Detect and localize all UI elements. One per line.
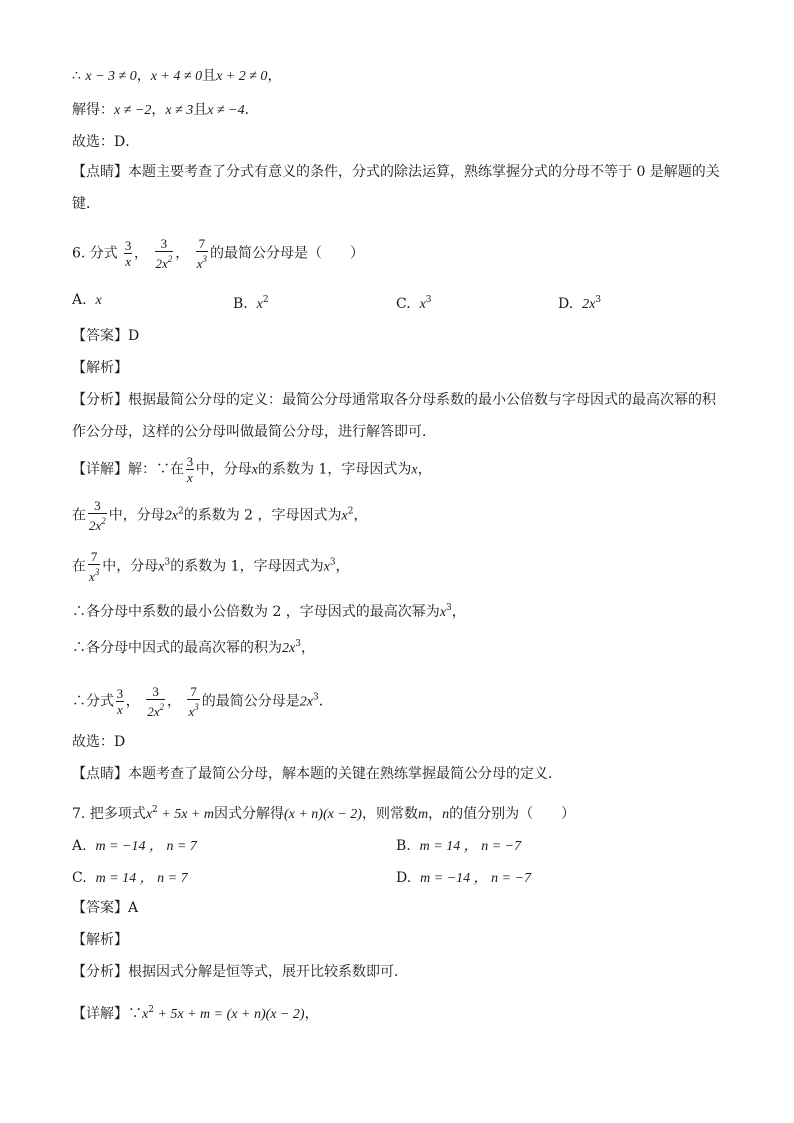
text: 解得： <box>72 102 114 118</box>
exponent: 3 <box>329 557 336 568</box>
numerator: 7 <box>198 236 206 251</box>
option-value: m = 14 ， n = −7 <box>419 839 522 854</box>
punct: ， <box>417 461 432 478</box>
math-expr: x + 4 ≠ 0 <box>150 69 203 84</box>
numerator: 7 <box>190 684 197 699</box>
punct: ， <box>167 693 182 710</box>
text: 的最简公分母是（ ） <box>210 245 365 262</box>
detail-7 <box>72 1000 319 1025</box>
text: 中，分母 <box>195 461 252 478</box>
math-expr: x <box>251 462 258 478</box>
detail-6-line4 <box>72 598 466 623</box>
fraction <box>88 498 107 533</box>
text: 在 <box>72 507 86 524</box>
option-b <box>233 290 269 315</box>
numerator: 3 <box>160 236 168 251</box>
denominator <box>146 699 165 719</box>
text: 的系数为 1，字母因式为 <box>170 558 324 575</box>
math-expr: x ≠ −4 <box>207 103 245 118</box>
text: 【详解】∵ <box>72 1006 142 1022</box>
text: 的系数为 1，字母因式为 <box>258 461 412 478</box>
exponent: 2 <box>159 702 165 712</box>
text: 在 <box>72 558 86 575</box>
detail-6-line1 <box>72 454 432 485</box>
math-expr: 2x <box>164 508 178 524</box>
option-a <box>72 290 102 311</box>
numerator: 7 <box>90 549 98 564</box>
comment-line: 【点睛】本题主要考查了分式有意义的条件，分式的除法运算，熟练掌握分式的分母不等于 0 是解题的关 <box>72 164 720 180</box>
option-label: B. <box>233 296 248 312</box>
option-d <box>558 290 601 315</box>
option-value: m = 14 ， n = 7 <box>95 871 188 886</box>
math-expr: (x + n)(x − 2) <box>283 807 362 822</box>
den-text: 2x <box>89 518 102 533</box>
analysis-6-line1: 【分析】根据最简公分母的定义：最简公分母通常取各分母系数的最小公倍数与字母因式的最高次幂的积 <box>72 392 716 408</box>
math-expr: x <box>142 1007 149 1022</box>
q7-option-a <box>72 836 197 857</box>
math-expr: x ≠ −2 <box>114 103 152 118</box>
analysis-6-line2: 作公分母，这样的公分母叫做最简公分母，进行解答即可． <box>72 424 436 440</box>
punct: ， <box>175 245 190 262</box>
fraction <box>88 549 100 584</box>
q7-option-c <box>72 868 188 889</box>
punct: ． <box>318 693 333 710</box>
text: 的最简公分母是 <box>201 693 300 710</box>
fraction <box>155 236 174 271</box>
fraction <box>196 236 208 271</box>
den-text: x <box>196 256 203 271</box>
detail-6-line2 <box>72 498 368 533</box>
detail-6-line3 <box>72 549 350 584</box>
exponent: 2 <box>167 254 173 264</box>
option-value: m = −14 ， n = −7 <box>420 871 531 886</box>
den-text: 2x <box>155 256 168 271</box>
exponent: 3 <box>446 603 452 613</box>
math-expr: m <box>417 807 429 822</box>
q7-option-b <box>396 836 521 857</box>
option-label: B. <box>396 838 411 854</box>
exponent: 3 <box>164 557 171 568</box>
denominator <box>88 513 107 533</box>
text: 中，分母 <box>108 507 165 524</box>
therefore-symbol: ∴ <box>72 68 86 84</box>
line-condition <box>72 66 281 87</box>
comment-6: 【点睛】本题考查了最简公分母，解本题的关键在熟练掌握最简公分母的定义． <box>72 766 562 782</box>
exponent: 2 <box>152 805 158 815</box>
math-expr: x <box>439 605 447 620</box>
answer-7: 【答案】A <box>72 900 139 916</box>
exponent: 3 <box>312 692 319 703</box>
punct: ， <box>134 245 149 262</box>
punct: ， <box>267 68 282 84</box>
option-label: C. <box>72 870 87 886</box>
numerator: 3 <box>124 238 132 253</box>
punct: ， <box>136 68 151 84</box>
line-solution <box>72 100 259 121</box>
option-label: C. <box>396 296 411 312</box>
option-value: m = −14 ， n = 7 <box>95 839 197 854</box>
text: 【详解】解：∵在 <box>72 461 184 478</box>
numerator: 3 <box>186 454 194 469</box>
analysis-head-6: 【解析】 <box>72 360 128 376</box>
exponent: 2 <box>178 506 184 517</box>
punct: ． <box>244 102 259 118</box>
denominator <box>187 699 199 719</box>
denominator: x <box>117 702 123 717</box>
numerator: 3 <box>116 686 124 701</box>
text: ∴各分母中因式的最高次幂的积为 <box>72 640 282 656</box>
exponent: 2 <box>262 295 269 305</box>
option-label: A. <box>72 838 87 854</box>
text: ∴分式 <box>72 693 114 710</box>
option-label: D. <box>396 870 412 886</box>
math-expr: x ≠ 3 <box>165 103 194 118</box>
exponent: 3 <box>595 295 602 305</box>
comment-line-cont: 键． <box>72 196 100 212</box>
denominator <box>155 251 174 271</box>
detail-6-line6 <box>72 684 333 719</box>
option-value: 2x <box>582 297 596 312</box>
text: ，则常数 <box>361 806 418 822</box>
exponent: 2 <box>347 506 354 517</box>
math-expr: x <box>323 559 330 575</box>
math-expr: n <box>442 807 450 822</box>
option-value: x <box>95 293 102 308</box>
numerator: 3 <box>94 498 101 513</box>
numerator: 3 <box>152 684 159 699</box>
den-text: x <box>188 704 195 719</box>
math-expr: + 5x + m = (x + n)(x − 2) <box>153 1007 305 1022</box>
exponent: 3 <box>94 567 100 577</box>
option-label: A. <box>72 292 87 308</box>
text: 且 <box>193 102 208 118</box>
exponent: 3 <box>295 639 301 649</box>
text: 的系数为 2 ，字母因式为 <box>183 507 342 524</box>
choose-line: 故选：D． <box>72 134 140 150</box>
text: 中，分母 <box>102 558 159 575</box>
exponent: 3 <box>425 295 432 305</box>
question-number: 6. 分式 <box>72 245 118 262</box>
punct: ， <box>353 507 368 524</box>
punct: ， <box>125 693 140 710</box>
detail-6-line5 <box>72 634 315 659</box>
math-expr: 2x <box>299 694 313 710</box>
punct: ， <box>304 1006 319 1022</box>
denominator: x <box>187 470 193 485</box>
question-6-stem <box>72 236 364 271</box>
choose-6: 故选：D <box>72 734 126 750</box>
option-value: x <box>256 297 263 312</box>
math-expr: x − 3 ≠ 0 <box>85 69 137 84</box>
answer-6: 【答案】D <box>72 328 140 344</box>
analysis-7: 【分析】根据因式分解是恒等式，展开比较系数即可． <box>72 964 408 980</box>
question-number: 7. 把多项式 <box>72 806 146 822</box>
option-label: D. <box>558 296 574 312</box>
math-expr: x <box>341 508 348 524</box>
punct: ， <box>335 558 350 575</box>
question-7-stem <box>72 800 575 825</box>
fraction <box>186 454 194 485</box>
fraction <box>124 238 132 269</box>
denominator <box>196 251 208 271</box>
exponent: 3 <box>202 254 208 264</box>
text: ∴各分母中系数的最小公倍数为 2 ，字母因式的最高次幂为 <box>72 604 440 620</box>
den-text: x <box>89 569 95 584</box>
exponent: 2 <box>148 1005 154 1015</box>
math-expr: + 5x + m <box>157 807 214 822</box>
punct: ， <box>151 102 166 118</box>
punct: ， <box>428 806 443 822</box>
math-expr: x <box>158 559 165 575</box>
fraction <box>146 684 165 719</box>
math-expr: 2x <box>282 641 296 656</box>
option-value: x <box>419 297 426 312</box>
math-expr: x <box>411 462 418 478</box>
text: 且 <box>202 68 217 84</box>
q7-option-d <box>396 868 531 889</box>
text: 因式分解得 <box>213 806 284 822</box>
analysis-head-7: 【解析】 <box>72 932 128 948</box>
math-expr: x <box>145 807 153 822</box>
punct: ， <box>300 640 315 656</box>
denominator: x <box>125 254 132 269</box>
punct: ， <box>451 604 466 620</box>
den-text: 2x <box>147 704 160 719</box>
option-c <box>396 290 432 315</box>
math-expr: x + 2 ≠ 0 <box>216 69 268 84</box>
exponent: 2 <box>101 516 106 526</box>
exponent: 3 <box>194 702 199 712</box>
text: 的值分别为（ ） <box>449 806 576 822</box>
denominator <box>88 564 100 584</box>
fraction <box>116 686 124 717</box>
fraction <box>187 684 199 719</box>
